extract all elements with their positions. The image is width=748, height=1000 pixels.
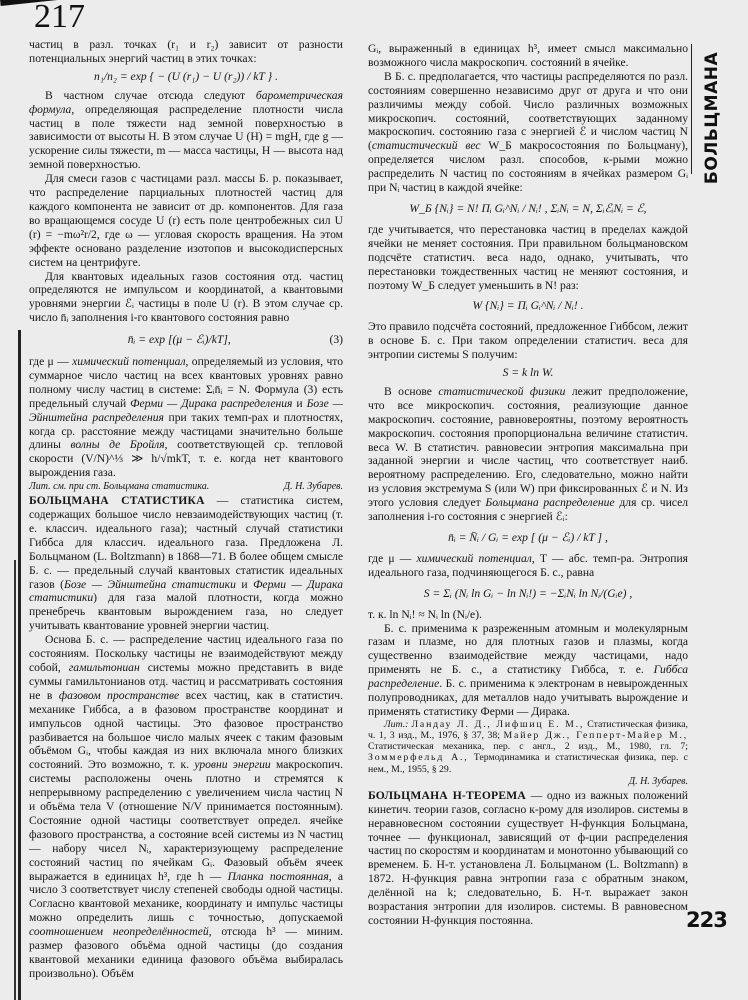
formula-boltzmann-ratio: n₁/n₂ = exp { − (U (r₁) − U (r₂)) / kT } . — [94, 69, 278, 83]
term-link[interactable]: Планка постоянная — [227, 869, 329, 883]
term-link[interactable]: гамильтониан — [68, 660, 140, 674]
right-column — [368, 42, 688, 928]
formula-weight-corrected: W {Nᵢ} = Πᵢ Gᵢ^Nᵢ / Nᵢ! . — [472, 299, 584, 313]
term-link[interactable]: Гиббса распределение — [368, 663, 688, 691]
paragraph-basis: Основа Б. с. — распределение частиц идеального газа по состояниям. Поскольку частицы не взаимодействуют между собой, гамильтониан системы можно представить в виде суммы гамильтонианов отд. частиц и рассматривать состояния не в фазовом пространстве всех частиц, как в статистич. механике Гиббса, а в фазовом пространстве координат и импульсов одной частицы. Это фазовое пространство разбивается на большое число малых ячеек с таким фазовым объёмом Gᵢ, чтобы каждая из них включала много близких состояний. Это возможно, т. к. уровни энергии макроскопич. системы расположены очень плотно и стремятся к непрерывному распределению с увеличением числа частиц N и объёма тела V (отношение N/V принимается постоянным). Состояние одной частицы соответствует определ. ячейке фазового пространства, а состояние всей системы из N частиц — набору чисел Nᵢ, характеризующему распределение состояний частиц по ячейкам Gᵢ. Фазовый объём ячеек выражается в единицах h³, где h — Планка постоянная, а число 3 соответствует числу степеней свободы одной частицы. Согласно квантовой механике, координату и импульс частицы можно определить лишь с точностью, допускаемой соотношением неопределённостей, отсюда h³ — миним. размер фазового объёма одной частицы (до создания квантовой механики единица фазового объёма выбиралась произвольно). Объём — [29, 633, 344, 980]
formula-weight-boltzmann: W_Б {Nᵢ} = N! Πᵢ Gᵢ^Nᵢ / Nᵢ! , ΣᵢNᵢ = N, ΣᵢℰᵢNᵢ = ℰ, — [409, 201, 647, 215]
page-number-bottom: 223 — [686, 908, 727, 932]
paragraph-statistical-physics: В основе статистической физики лежит предположение, что все микроскопич. состояния, реализующие данное макроскопич. состояние, равновероятны, поэтому вероятность макроскопич. состояния пропорциональна величине статистич. веса W. В статистич. равновесии энтропия максимальна при заданной энергии и числе частиц, что соответствует наиб. вероятному распределению. Его, следовательно, можно найти из условия экстремума S (или W) при фиксированных ℰ и N. Из этого условия следует Больцмана распределение для ср. чисел заполнения i-го состояния с энергией ℰᵢ: — [368, 384, 688, 524]
page-number-top: 217 — [34, 0, 85, 35]
formula-occupation: n̄ᵢ = exp [(μ − ℰᵢ)/kT], — [127, 333, 231, 347]
author-signature: Д. Н. Зубарев. — [283, 481, 343, 493]
entry-heading: БОЛЬЦМАНА H-ТЕОРЕМА — [368, 788, 526, 802]
term-link[interactable]: Ферми — Дирака распределения — [130, 396, 293, 410]
formula-row-3 — [29, 333, 343, 347]
term-link[interactable]: соотношением неопределённостей — [29, 925, 209, 939]
paragraph-quantum: Для квантовых идеальных газов состояния отд. частиц определяются не импульсом и координатой, а квантовыми уровнями энергии ℰᵢ частицы в поле U (r). В этом случае ср. число n̄ᵢ заполнения i-го квантового состояния равно — [29, 269, 343, 325]
term-link[interactable]: химический потенциал — [416, 551, 532, 565]
entry-h-theorem: БОЛЬЦМАНА H-ТЕОРЕМА — одно из важных положений кинетич. теории газов, согласно к-рому для изолиров. системы в неравновесном состоянии существует H-функция Больцмана, точнее — функционал, зависящий от ф-ции распределения частиц по скоростям и координатам и монотонно убывающий со временем. Б. H-т. установлена Л. Больцманом (L. Boltzmann) в 1872. H-функция равна энтропии газа с обратным знаком, делённой на k; следовательно, Б. H-т. выражает закон возрастания энтропии для изолиров. системы. В равновесном состоянии H-функция постоянна. — [368, 788, 688, 927]
term-link[interactable]: Бозе — Эйнштейна статистики — [64, 577, 236, 591]
paragraph: Gᵢ, выраженный в единицах h³, имеет смысл максимально возможного числа макроскопич. состояний в ячейке. — [368, 42, 688, 69]
term-link[interactable]: фазовом пространстве — [58, 688, 180, 702]
literature-list: Лит.: Ландау Л. Д., Лифшиц Е. М., Статистическая физика, ч. 1, 3 изд., М., 1976, § 37, 38; Майер Дж., Гепперт-Майер М., Статистическая механика, пер. с англ., 2 изд., М., 1980, гл. 7; Зоммерфельд А., Термодинамика и статистическая физика, пер. с нем., М., 1955, § 29. — [368, 718, 688, 775]
author-signature: Д. Н. Зубарев. — [628, 775, 688, 787]
page-binding-shadow-inner — [14, 560, 16, 1000]
running-head-rule — [691, 44, 692, 174]
page-binding-shadow — [18, 330, 21, 1000]
paragraph-applicability: Б. с. применима к разреженным атомным и молекулярным газам и плазме, но для плотных газов и плазмы, когда существенно взаимодействие между частицами, надо применять не Б. с., а статистику Гиббса, т. е. Гиббса распределение. Б. с. применима к электронам в невырожденных полупроводниках, для металлов надо учитывать вырождение и применять статистику Ферми — Дирака. — [368, 621, 688, 718]
term-link[interactable]: уровни энергии — [194, 758, 271, 772]
paragraph: где μ — химический потенциал, T — абс. темп-ра. Энтропия идеального газа, подчиняющегося Б. с., равна — [368, 551, 688, 579]
term-link[interactable]: статистической физики — [438, 384, 566, 398]
running-head — [694, 52, 734, 202]
term-link[interactable]: Больцмана распределение — [485, 496, 615, 510]
formula-boltzmann-distribution: n̄ᵢ = N̄ᵢ / Gᵢ = exp [ (μ − ℰᵢ) / kT ] , — [448, 531, 608, 544]
paragraph: Это правило подсчёта состояний, предложенное Гиббсом, лежит в основе Б. с. При таком определении статистич. веса для энтропии системы S получим: — [368, 320, 688, 362]
paragraph-chemical-potential: где μ — химический потенциал, определяемый из условия, что суммарное число частиц на всех квантовых уровнях равно полному числу частиц в системе: Σᵢn̄ᵢ = N. Формула (3) есть предельный случай Ферми — Дирака распределения и Бозе — Эйнштейна распределения при таких темп-рах и плотностях, когда ср. расстояние между частицами значительно больше длины волны де Бройля, соответствующей ср. тепловой скорости (V/N)^⅓ ≫ h/√mkT, т. е. когда нет квантового вырождения газа. — [29, 355, 344, 480]
formula-ideal-gas-entropy: S = Σᵢ (Nᵢ ln Gᵢ − ln Nᵢ!) = −ΣᵢNᵢ ln Nᵢ/(Gᵢe) , — [423, 586, 633, 600]
term-link[interactable]: Бозе — Эйнштейна распределения — [29, 396, 343, 424]
entry-heading: БОЛЬЦМАНА СТАТИСТИКА — [29, 494, 205, 508]
left-column — [29, 38, 343, 981]
formula-entropy: S = k ln W. — [502, 366, 554, 380]
paragraph: где учитывается, что перестановка частиц в пределах каждой ячейки не меняет состояния. При правильном больцмановском подсчёте статистич. веса надо, однако, учитывать, что перестановки тождественных частиц не меняют состояния, и поэтому W_Б следует уменьшить в N! раз: — [368, 222, 688, 292]
term-link[interactable]: Ферми — Дирака статистики — [29, 577, 343, 605]
equation-number: (3) — [329, 333, 343, 347]
entry-boltzmann-statistics: БОЛЬЦМАНА СТАТИСТИКА — статистика систем, содержащих большое число невзаимодействующих частиц (т. е. классич. идеального газа); частный случай статистики Гиббса для классич. идеального газа. Предложена Л. Больцманом (L. Boltzmann) в 1868—71. В более общем смысле Б. с. — предельный случай квантовых статистик идеальных газов (Бозе — Эйнштейна статистики и Ферми — Дирака статистики) для газа малой плотности, когда можно пренебречь квантовым вырождением газа, но следует учитывать квантование уровней энергии частиц. — [29, 494, 343, 633]
paragraph-statistical-weight: В Б. с. предполагается, что частицы распределяются по разл. состояниям совершенно независимо друг от друга и что они различимы между собой. Число различных возможных микроскопич. состояний, соответствующих заданному макроскопич. состоянию газа с энергией ℰ и числом частиц N (статистический вес W_Б макросостояния по Больцману), определяется числом разл. способов, к-рыми можно распределить N частиц по состояниям в ячейках размером Gᵢ при Nᵢ частиц в каждой ячейке: — [368, 69, 688, 195]
paragraph: частиц в разл. точках (r₁ и r₂) зависит от разности потенциальных энергий частиц в этих точках: — [29, 38, 343, 65]
running-head-text: БОЛЬЦМАНА — [702, 51, 723, 185]
term-link[interactable]: статистический вес — [371, 139, 481, 153]
term-link[interactable]: волны де Бройля — [70, 438, 165, 452]
paragraph: т. к. ln Nᵢ! ≈ Nᵢ ln (Nᵢ/e). — [368, 607, 482, 621]
paragraph-barometric: В частном случае отсюда следуют барометрическая формула, определяющая распределение плотности числа частиц в поле тяжести над земной поверхностью в зависимости от высоты H. В этом случае U (H) = mgH, где g — ускорение силы тяжести, m — масса частицы, H — высота над земной поверхностью. — [29, 88, 343, 172]
literature-reference: Лит. см. при ст. Больцмана статистика. Д. Н. Зубарев. — [29, 481, 343, 493]
paragraph-mixture: Для смеси газов с частицами разл. массы Б. р. показывает, что распределение парциальных плотностей частиц для каждого компонента не зависит от др. компонентов. Для газа во вращающемся сосуде U (r) есть поле центробежных сил U (r) = −mω²r/2, где ω — угловая скорость вращения. На этом эффекте основано разделение изотопов и высокодисперсных систем на центрифуге. — [29, 172, 343, 269]
term-link[interactable]: барометрическая формула — [29, 88, 343, 116]
term-link[interactable]: химический потенциал — [72, 355, 186, 369]
